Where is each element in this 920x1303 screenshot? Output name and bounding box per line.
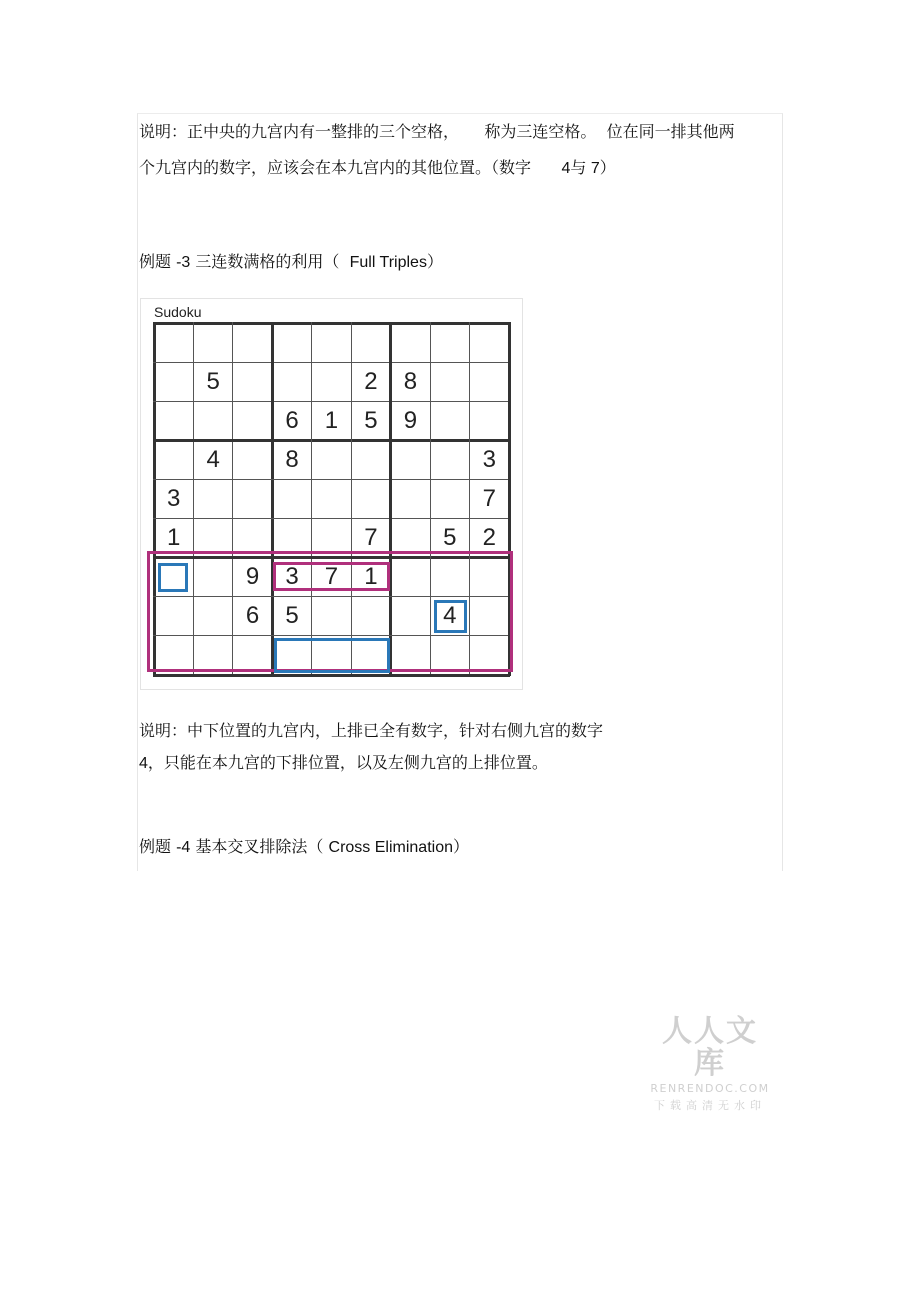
sudoku-figure [140, 298, 523, 690]
sudoku-cell [430, 479, 469, 518]
sudoku-cell [470, 362, 509, 401]
sudoku-cell [233, 401, 272, 440]
sudoku-cell [312, 323, 351, 362]
sudoku-cell [154, 440, 193, 479]
grid-line-horizontal [153, 362, 510, 363]
sudoku-cell: 3 [482, 445, 496, 473]
sudoku-cell [233, 479, 272, 518]
grid-line-horizontal [153, 674, 510, 677]
sudoku-cell: 8 [403, 367, 418, 395]
sudoku-cell [351, 479, 390, 518]
sudoku-cell: 5 [443, 524, 457, 552]
sudoku-cell: 5 [285, 602, 299, 630]
sudoku-cell [193, 479, 232, 518]
sudoku-cell [272, 479, 311, 518]
sudoku-cell [233, 440, 272, 479]
watermark-url: RENRENDOC.COM [650, 1082, 770, 1095]
sudoku-cell: 3 [167, 484, 181, 512]
sudoku-cell [312, 479, 351, 518]
sudoku-cell [233, 323, 272, 362]
sudoku-cell [430, 323, 469, 362]
sudoku-cell: 7 [324, 563, 339, 591]
sudoku-cell: 1 [167, 524, 181, 552]
sudoku-cell [430, 362, 469, 401]
grid-line-horizontal [153, 322, 510, 325]
explanation-2-line-2: 4，只能在本九宫的下排位置，以及左侧九宫的上排位置。 [139, 753, 548, 772]
sudoku-cell: 9 [245, 563, 260, 591]
highlight-empty-triple [274, 638, 389, 673]
sudoku-cell: 7 [482, 484, 496, 512]
sudoku-cell [470, 401, 509, 440]
sudoku-cell: 8 [285, 445, 299, 473]
sudoku-cell: 2 [482, 524, 496, 552]
sudoku-grid [154, 323, 509, 675]
sudoku-cell: 2 [364, 367, 378, 395]
grid-line-horizontal [153, 479, 510, 480]
highlight-candidate-top-left [158, 563, 188, 592]
sudoku-cell [312, 362, 351, 401]
sudoku-cell: 3 [285, 563, 299, 591]
grid-line-horizontal [153, 401, 510, 402]
watermark-subtitle: 下载高清无水印 [654, 1099, 766, 1112]
sudoku-cell: 4 [443, 602, 457, 630]
sudoku-cell [391, 323, 430, 362]
explanation-1-line-1: 说明：正中央的九宫内有一整排的三个空格， 称为三连空格。 位在同一排其他两 [139, 122, 735, 141]
grid-line-horizontal [153, 439, 510, 442]
sudoku-title: Sudoku [154, 304, 202, 320]
highlight-filled-triple [273, 562, 389, 591]
sudoku-cell: 4 [206, 445, 220, 473]
sudoku-cell [154, 401, 193, 440]
sudoku-cell [233, 362, 272, 401]
sudoku-cell: 1 [364, 563, 378, 591]
sudoku-cell [193, 401, 232, 440]
sudoku-cell [154, 323, 193, 362]
watermark-logo [648, 1016, 772, 1113]
explanation-2-line-1: 说明：中下位置的九宫内，上排已全有数字，针对右侧九宫的数字 [139, 721, 604, 740]
explanation-1-line-2: 个九宫内的数字，应该会在本九宫内的其他位置。（数字 4与 7） [139, 158, 616, 177]
sudoku-cell [154, 362, 193, 401]
example-4-heading: 例题 -4 基本交叉排除法（ Cross Elimination） [139, 837, 470, 856]
sudoku-cell [391, 479, 430, 518]
sudoku-cell: 7 [364, 524, 378, 552]
sudoku-cell [272, 362, 311, 401]
sudoku-cell: 5 [364, 406, 378, 434]
sudoku-cell [430, 440, 469, 479]
highlight-target-four [434, 600, 466, 633]
watermark-title: 人人文库 [662, 1014, 758, 1081]
sudoku-cell [470, 323, 509, 362]
sudoku-cell [193, 323, 232, 362]
sudoku-cell: 6 [245, 602, 260, 630]
sudoku-cell [351, 440, 390, 479]
sudoku-cell [391, 440, 430, 479]
sudoku-cell: 9 [403, 406, 418, 434]
example-3-heading: 例题 -3 三连数满格的利用（ Full Triples） [139, 252, 443, 271]
sudoku-cell: 5 [206, 367, 220, 395]
grid-line-horizontal [153, 518, 510, 519]
sudoku-cell [312, 440, 351, 479]
sudoku-cell: 6 [285, 406, 299, 434]
sudoku-cell [272, 323, 311, 362]
sudoku-cell [351, 323, 390, 362]
sudoku-cell [430, 401, 469, 440]
sudoku-cell: 1 [324, 406, 339, 434]
